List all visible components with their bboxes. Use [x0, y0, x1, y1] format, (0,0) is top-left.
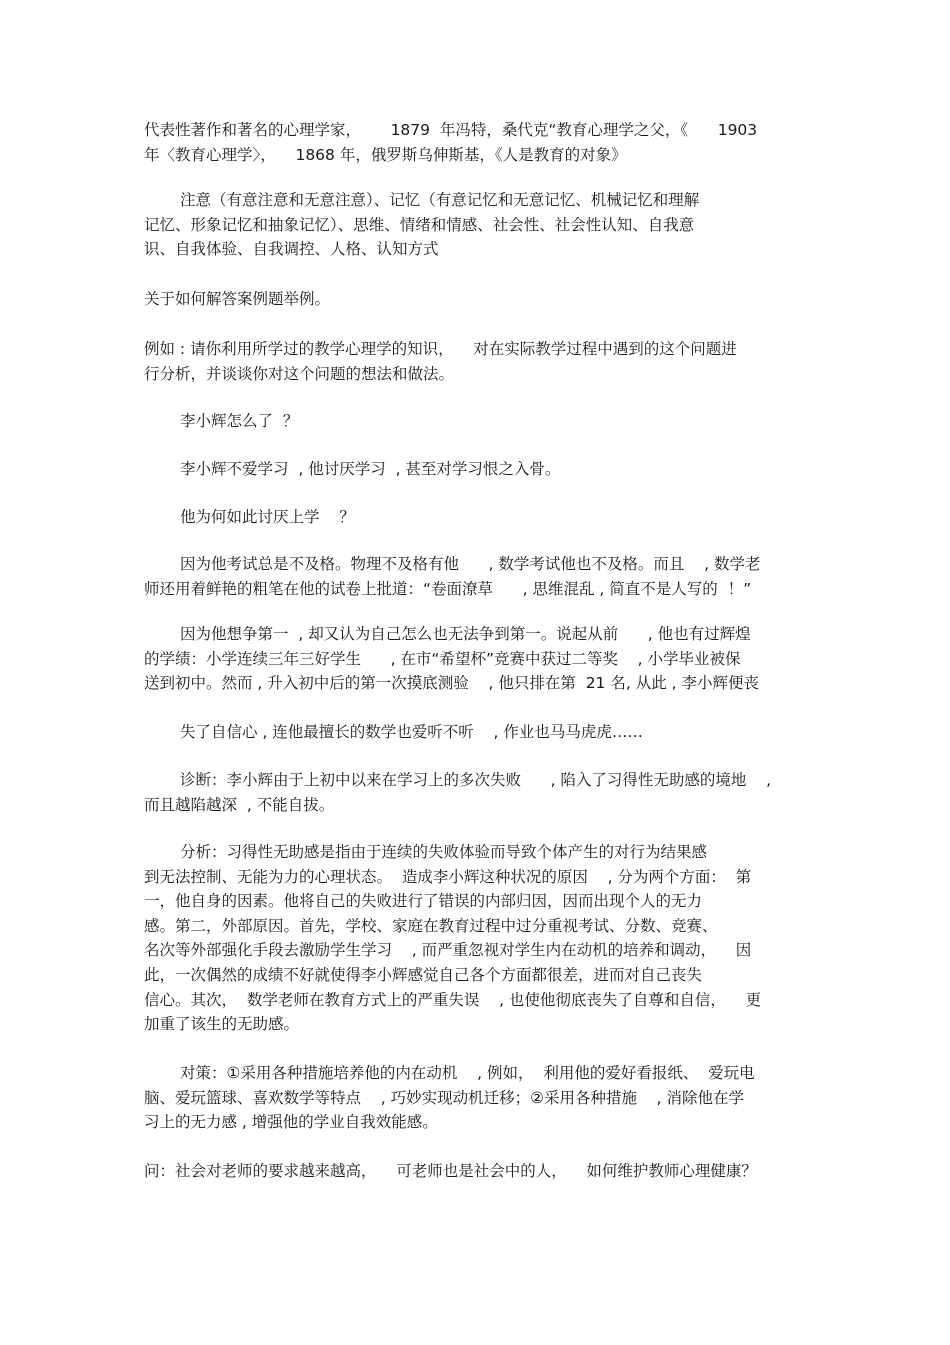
text-line: 李小辉怎么了 ？: [180, 412, 299, 430]
text-line: 此，一次偶然的成绩不好就使得李小辉感觉自己各个方面都很差，进而对自己丧失: [144, 966, 703, 984]
text-line: 年〈教育心理学〉， 1868 年，俄罗斯乌伸斯基，《人是教育的对象》: [144, 145, 627, 164]
text-line: 记忆、形象记忆和抽象记忆）、思维、情绪和情感、社会性、社会性认知、自我意: [144, 215, 695, 234]
text-line: 诊断：李小辉由于上初中以来在学习上的多次失败 , 陷入了习得性无助感的境地 ,: [180, 771, 772, 789]
text-line: 到无法控制、无能为力的心理状态。 造成李小辉这种状况的原因 , 分为两个方面： 第: [144, 867, 752, 886]
text-line: 识、自我体验、自我调控、人格、认知方式: [144, 240, 439, 259]
text-line: 而且越陷越深 , 不能自拔。: [144, 795, 335, 814]
text-line: 李小辉不爱学习 , 他讨厌学习 , 甚至对学习恨之入骨。: [180, 460, 561, 478]
text-line: 因为他想争第一 , 却又认为自己怎么也无法争到第一。说起从前 , 他也有过辉煌: [180, 625, 751, 643]
text-line: 脑、爱玩篮球、喜欢数学等特点 , 巧妙实现动机迁移；②采用各种措施 , 消除他在学: [144, 1088, 745, 1107]
text-line: 注意（有意注意和无意注意）、记忆（有意记忆和无意记忆、机械记忆和理解: [180, 191, 700, 209]
text-line: 送到初中。然而 , 升入初中后的第一次摸底测验 , 他只排在第 21 名, 从此 , 李小辉便丧: [144, 674, 759, 693]
text-line: 一，他自身的因素。他将自己的失败进行了错误的内部归因，因而出现个人的无力: [144, 892, 703, 911]
text-line: 师还用着鲜艳的粗笔在他的试卷上批道：“卷面潦草 , 思维混乱 , 简直不是人写的 ！”: [144, 579, 752, 598]
text-line: 例如 : 请你利用所学过的教学心理学的知识， 对在实际教学过程中遇到的这个问题进: [144, 340, 737, 358]
text-line: 行分析，并谈谈你对这个问题的想法和做法。: [144, 364, 455, 383]
text-line: 加重了该生的无助感。: [144, 1015, 300, 1034]
text-line: 分析：习得性无助感是指由于连续的失败体验而导致个体产生的对行为结果感: [180, 843, 708, 861]
text-line: 的学绩：小学连续三年三好学生 , 在市“希望杯”竞赛中获过二等奖 , 小学毕业被保: [144, 649, 741, 668]
text-line: 感。第二，外部原因。首先，学校、家庭在教育过程中过分重视考试、分数、竞赛、: [144, 916, 718, 935]
text-line: 习上的无力感 , 增强他的学业自我效能感。: [144, 1113, 438, 1132]
text-line: 关于如何解答案例题举例。: [144, 290, 331, 308]
text-line: 问：社会对老师的要求越来越高， 可老师也是社会中的人， 如何维护教师心理健康？: [144, 1162, 757, 1180]
text-line: 名次等外部强化手段去激励学生学习 , 而严重忽视对学生内在动机的培养和调动， 因: [144, 941, 752, 960]
text-line: 他为何如此讨厌上学 ？: [180, 508, 355, 526]
text-line: 信心。其次， 数学老师在教育方式上的严重失误 , 也使他彻底丧失了自尊和自信， 更: [144, 990, 762, 1009]
text-line: 代表性著作和著名的心理学家， 1879 年冯特，桑代克“教育心理学之父，《 1903: [144, 121, 758, 139]
text-line: 因为他考试总是不及格。物理不及格有他 , 数学考试他也不及格。而且 , 数学老: [180, 555, 761, 573]
text-line: 失了自信心 , 连他最擅长的数学也爱听不听 , 作业也马马虎虎……: [180, 723, 643, 741]
text-line: 对策：①采用各种措施培养他的内在动机 , 例如， 利用他的爱好看报纸、 爱玩电: [180, 1064, 755, 1082]
